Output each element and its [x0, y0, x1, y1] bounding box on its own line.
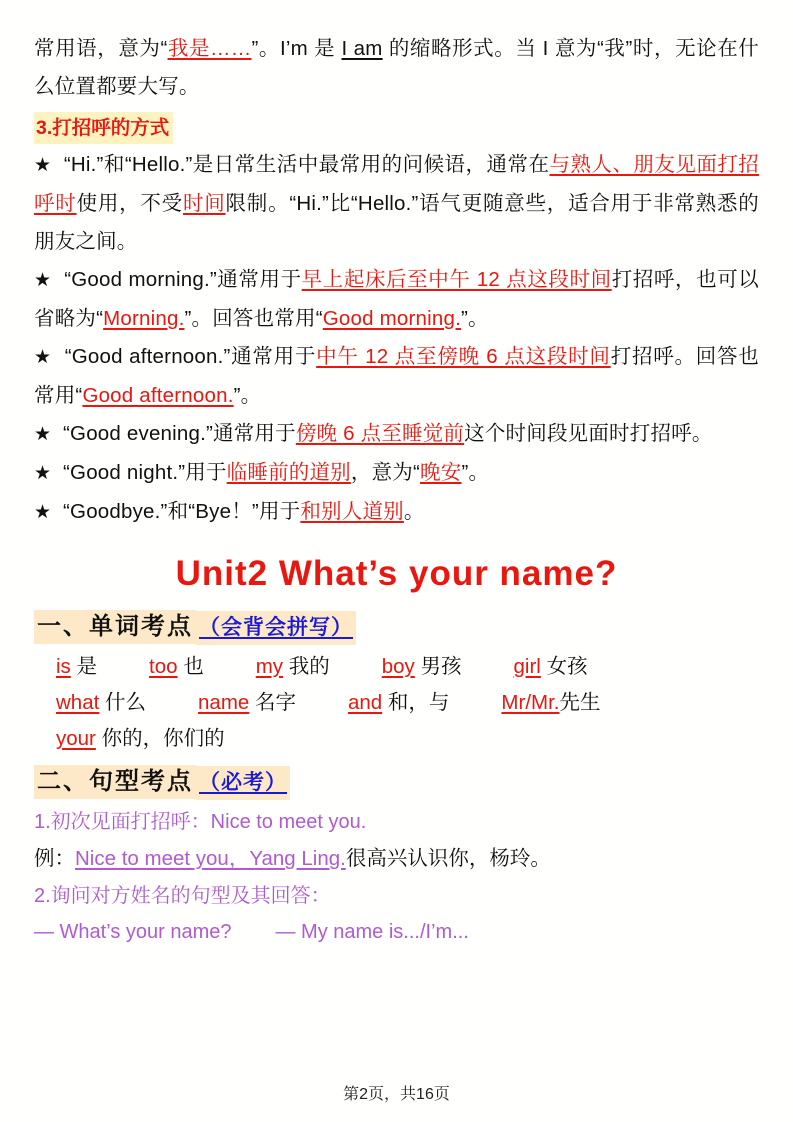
sentence-point-1: 1.初次见面打招呼：Nice to meet you.: [34, 811, 367, 833]
example-translation: 很高兴认识你，杨玲。: [345, 847, 551, 870]
heading-greeting: 3.打招呼的方式: [34, 112, 173, 144]
vocab-meaning: 先生: [559, 691, 601, 714]
intro-highlight-i-am: I am: [341, 37, 383, 60]
section-2-heading: [34, 765, 759, 800]
star-icon: ★: [34, 424, 52, 445]
bullet-highlight: 中午 12 点至傍晚 6 点这段时间: [316, 345, 611, 368]
vocab-word: your: [56, 727, 96, 750]
bullet-text: ，意为“: [350, 461, 421, 484]
bullet-highlight: 和别人道别: [300, 500, 404, 523]
intro-highlight-wo-shi: 我是……: [167, 37, 252, 60]
star-icon: ★: [34, 155, 52, 176]
intro-text-2: ”。I’m 是: [251, 37, 342, 60]
sentence-point-2: 2.询问对方姓名的句型及其回答：: [34, 885, 331, 907]
bullet-item: [34, 454, 759, 493]
bullet-highlight: 与熟人、朋友见面打招呼时: [34, 153, 759, 215]
bullet-text: 。: [403, 500, 425, 523]
bullet-text: “Good morning.”通常用于: [64, 268, 302, 291]
example-label: 例：: [34, 847, 75, 870]
bullet-text: 打招呼，也可以省略为“: [34, 268, 759, 330]
star-icon: ★: [34, 502, 52, 523]
star-icon: ★: [34, 347, 52, 368]
vocab-word: boy: [381, 655, 415, 678]
bullet-text: 使用，不受: [76, 192, 183, 215]
bullet-highlight: 傍晚 6 点至睡觉前: [295, 422, 465, 445]
dialog-question: — What’s your name?: [34, 921, 232, 943]
dialog-answer: — My name is.../I’m...: [275, 921, 469, 943]
bullet-text: 限制。“Hi.”比“Hello.”语气更随意些，适合用于非常熟悉的朋友之间。: [34, 192, 760, 253]
bullet-text: “Hi.”和“Hello.”是日常生活中最常用的问候语，通常在: [63, 153, 550, 176]
vocab-meaning: 和，与: [387, 691, 450, 714]
vocab-meaning: 你的，你们的: [101, 727, 225, 750]
vocab-meaning: 也: [183, 655, 204, 678]
vocab-meaning: 什么: [105, 691, 147, 714]
bullet-text: “Goodbye.”和“Bye！”用于: [63, 500, 301, 523]
vocab-word: name: [198, 691, 250, 714]
dialog-line: [34, 914, 759, 950]
example-line: [34, 840, 759, 878]
vocab-word: my: [255, 655, 284, 678]
vocab-meaning: 名字: [255, 691, 296, 714]
bullet-highlight: 时间: [182, 192, 226, 215]
vocab-meaning: 女孩: [546, 655, 588, 678]
intro-text-1: 常用语，意为“: [34, 37, 168, 60]
section-1-note: （会背会拼写）: [196, 611, 356, 645]
vocab-meaning: 我的: [288, 655, 330, 678]
bullet-text: ”。: [233, 384, 262, 407]
bullet-text: ”。: [460, 307, 489, 330]
section-1-title: 一、单词考点: [34, 610, 196, 644]
vocab-word: too: [149, 655, 178, 678]
intro-text-3: 的缩略形式。当 I 意为“我”时，无论在什么位置都要大写。: [34, 37, 760, 98]
vocab-word: what: [56, 691, 100, 714]
bullet-highlight: Good morning.: [322, 307, 461, 330]
bullet-item: [34, 261, 759, 338]
bullet-text: 这个时间段见面时打招呼。: [464, 422, 713, 445]
heading-greeting-wrap: [34, 106, 759, 146]
unit-title: Unit2 What’s your name?: [175, 554, 618, 593]
vocab-word: Mr/Mr.: [501, 691, 560, 714]
section-2-title: 二、句型考点: [34, 765, 196, 799]
vocab-row: [34, 685, 759, 721]
bullet-text: 打招呼。回答也常用“: [34, 345, 759, 407]
bullet-text: “Good night.”用于: [63, 461, 227, 484]
bullet-item: [34, 338, 759, 415]
bullet-highlight: 晚安: [420, 461, 462, 484]
bullet-highlight: 临睡前的道别: [226, 461, 351, 484]
bullet-text: ”。: [461, 461, 490, 484]
bullet-text: “Good evening.”通常用于: [63, 422, 296, 445]
intro-paragraph: [34, 30, 759, 106]
star-icon: ★: [34, 270, 52, 291]
vocab-row: [34, 649, 759, 685]
vocab-word: is: [56, 655, 71, 678]
page-footer: 第2页，共16页: [343, 1086, 450, 1103]
vocab-row: [34, 721, 759, 757]
bullet-item: [34, 146, 759, 261]
bullet-highlight: Good afternoon.: [82, 384, 234, 407]
bullet-item: [34, 415, 759, 454]
vocab-word: girl: [513, 655, 541, 678]
vocab-meaning: 男孩: [420, 655, 462, 678]
bullet-text: ”。回答也常用“: [184, 307, 323, 330]
bullet-highlight: Morning.: [103, 307, 185, 330]
section-1-heading: [34, 610, 759, 645]
example-sentence: Nice to meet you，Yang Ling.: [75, 847, 346, 870]
bullet-item: [34, 493, 759, 532]
bullet-highlight: 早上起床后至中午 12 点这段时间: [301, 268, 612, 291]
vocab-word: and: [348, 691, 383, 714]
vocab-meaning: 是: [76, 655, 98, 678]
bullet-text: “Good afternoon.”通常用于: [64, 345, 317, 368]
star-icon: ★: [34, 463, 52, 484]
section-2-note: （必考）: [196, 766, 290, 800]
